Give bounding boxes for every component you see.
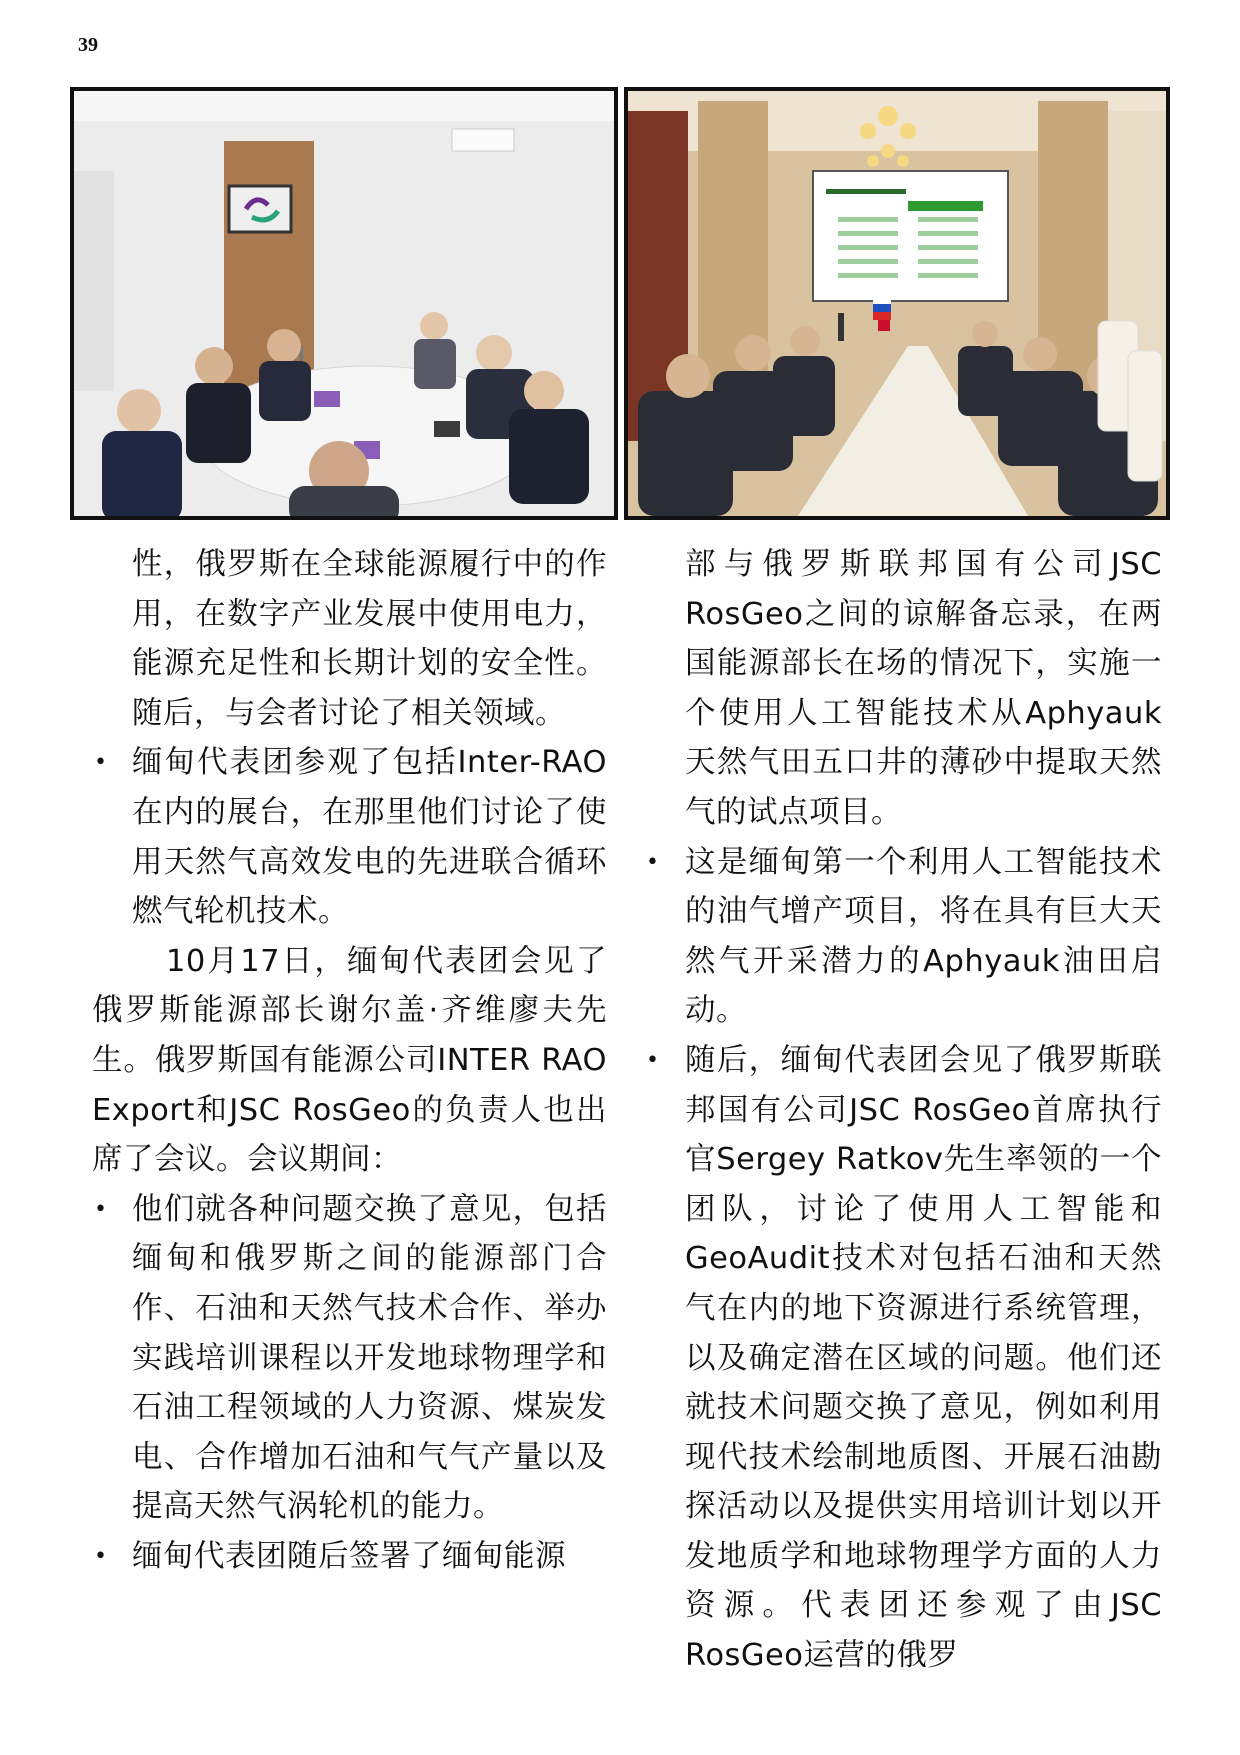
page-number: 39 [78, 34, 98, 56]
conference-hall-photo [624, 87, 1170, 520]
left-text-column [92, 540, 607, 1581]
bullet-item: • 他们就各种问题交换了意见，包括缅甸和俄罗斯之间的能源部门合作、石油和天然气技术合作、举办实践培训课程以开发地球物理学和石油工程领域的人力资源、煤炭发电、合作增加石油和气气产量以及提高天然气涡轮机的能力。 [92, 1185, 607, 1532]
paragraph: 10月17日，缅甸代表团会见了俄罗斯能源部长谢尔盖·齐维廖夫先生。俄罗斯国有能源公司INTER RAO Export和JSC RosGeo的负责人也出席了会议。会议期间： [92, 943, 607, 1178]
bullet-item: • 缅甸代表团随后签署了缅甸能源 [92, 1532, 607, 1582]
bullet-item: • 随后，缅甸代表团会见了俄罗斯联邦国有公司JSC RosGeo首席执行官Sergey Ratkov先生率领的一个团队，讨论了使用人工智能和GeoAudit技术对包括石油和天然气在内的地下资源进行系统管理，以及确定潜在区域的问题。他们还就技术问题交换了意见，例如利用现代技术绘制地质图、开展石油勘探活动以及提供实用培训计划以开发地质学和地球物理学方面的人力资源。代表团还参观了由JSC RosGeo运营的俄罗 [644, 1036, 1162, 1681]
paragraph-continued: 部与俄罗斯联邦国有公司JSC RosGeo之间的谅解备忘录，在两国能源部长在场的情况下，实施一个使用人工智能技术从Aphyauk天然气田五口井的薄砂中提取天然气的试点项目。 [685, 547, 1162, 830]
bullet-item: • 缅甸代表团参观了包括Inter-RAO在内的展台，在那里他们讨论了使用天然气高效发电的先进联合循环燃气轮机技术。 [92, 738, 607, 936]
meeting-room-illustration [74, 91, 614, 516]
meeting-room-photo [70, 87, 618, 520]
conference-hall-illustration [628, 91, 1166, 516]
bullet-item: • 这是缅甸第一个利用人工智能技术的油气增产项目，将在具有巨大天然气开采潜力的Aphyauk油田启动。 [644, 838, 1162, 1036]
paragraph-continued: 性，俄罗斯在全球能源履行中的作用，在数字产业发展中使用电力，能源充足性和长期计划的安全性。随后，与会者讨论了相关领域。 [132, 547, 607, 731]
right-text-column [644, 540, 1162, 1681]
